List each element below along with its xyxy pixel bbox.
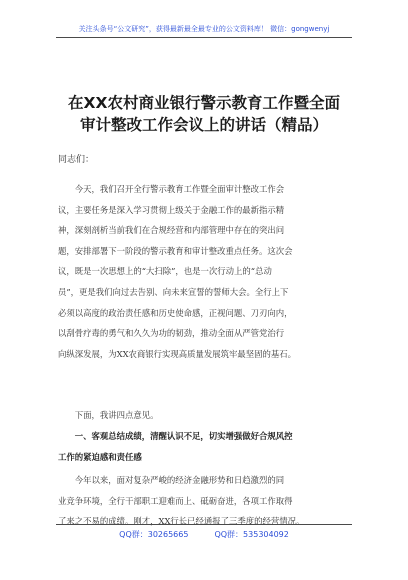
footer-contacts (0, 529, 408, 540)
paragraph-intro (58, 405, 354, 426)
text-line: 今天，我们召开全行警示教育工作暨全面审计整改工作会 (58, 184, 285, 194)
footer-divider (56, 524, 352, 525)
text-line: 神，深刻剖析当前我们在合规经营和内部管理中存在的突出问 (58, 225, 285, 236)
paragraph-body (58, 470, 354, 532)
title-line: 在XX农村商业银行警示教育工作暨全面 (68, 94, 340, 112)
salutation: 同志们： (58, 155, 95, 165)
heading-line: 工作的紧迫感和责任感 (58, 451, 142, 462)
text-line: 向纵深发展，为XX农商银行实现高质量发展筑牢最坚固的基石。 (58, 348, 297, 359)
text-line: 议，既是一次思想上的“大扫除”，也是一次行动上的“总动 (58, 266, 272, 277)
section-heading-1 (58, 426, 354, 467)
document-title (40, 92, 368, 136)
text-line: 员”，更是我们向过去告别、向未来宣誓的誓师大会。全行上下 (58, 286, 289, 297)
text-line: 必须以高度的政治责任感和历史使命感，正视问题、刀刃向内， (58, 307, 293, 318)
heading-line: 一、客观总结成绩，清醒认识不足，切实增强做好合规风控 (58, 431, 293, 441)
text-line: 题，安排部署下一阶段的警示教育和审计整改重点任务。这次会 (58, 245, 293, 256)
header-banner: 关注头条号“公文研究”，获得最新最全最专业的公文资料库！ 微信：gongwenyj (78, 25, 330, 33)
footer-qq-group-2: QQ群：535304092 (214, 530, 289, 539)
text-line: 议，主要任务是深入学习贯彻上级关于金融工作的最新指示精 (58, 204, 285, 215)
header-divider (56, 37, 352, 38)
text-line: 了来之不易的成绩。刚才，XX行长已经通报了三季度的经营情况。 (58, 516, 305, 527)
text-line: 业竞争环境，全行干部职工迎难而上、砥砺奋进，各项工作取得 (58, 495, 293, 506)
text-line: 下面，我讲四点意见。 (58, 410, 159, 420)
paragraph-opening (58, 179, 354, 364)
text-line: 今年以来，面对复杂严峻的经济金融形势和日趋激烈的同 (58, 475, 285, 485)
title-line: 审计整改工作会议上的讲话（精品） (79, 116, 328, 134)
footer-qq-group-1: QQ群：30265665 (119, 530, 189, 539)
text-line: 以刮骨疗毒的勇气和久久为功的韧劲，推动全面从严管党治行 (58, 328, 285, 339)
